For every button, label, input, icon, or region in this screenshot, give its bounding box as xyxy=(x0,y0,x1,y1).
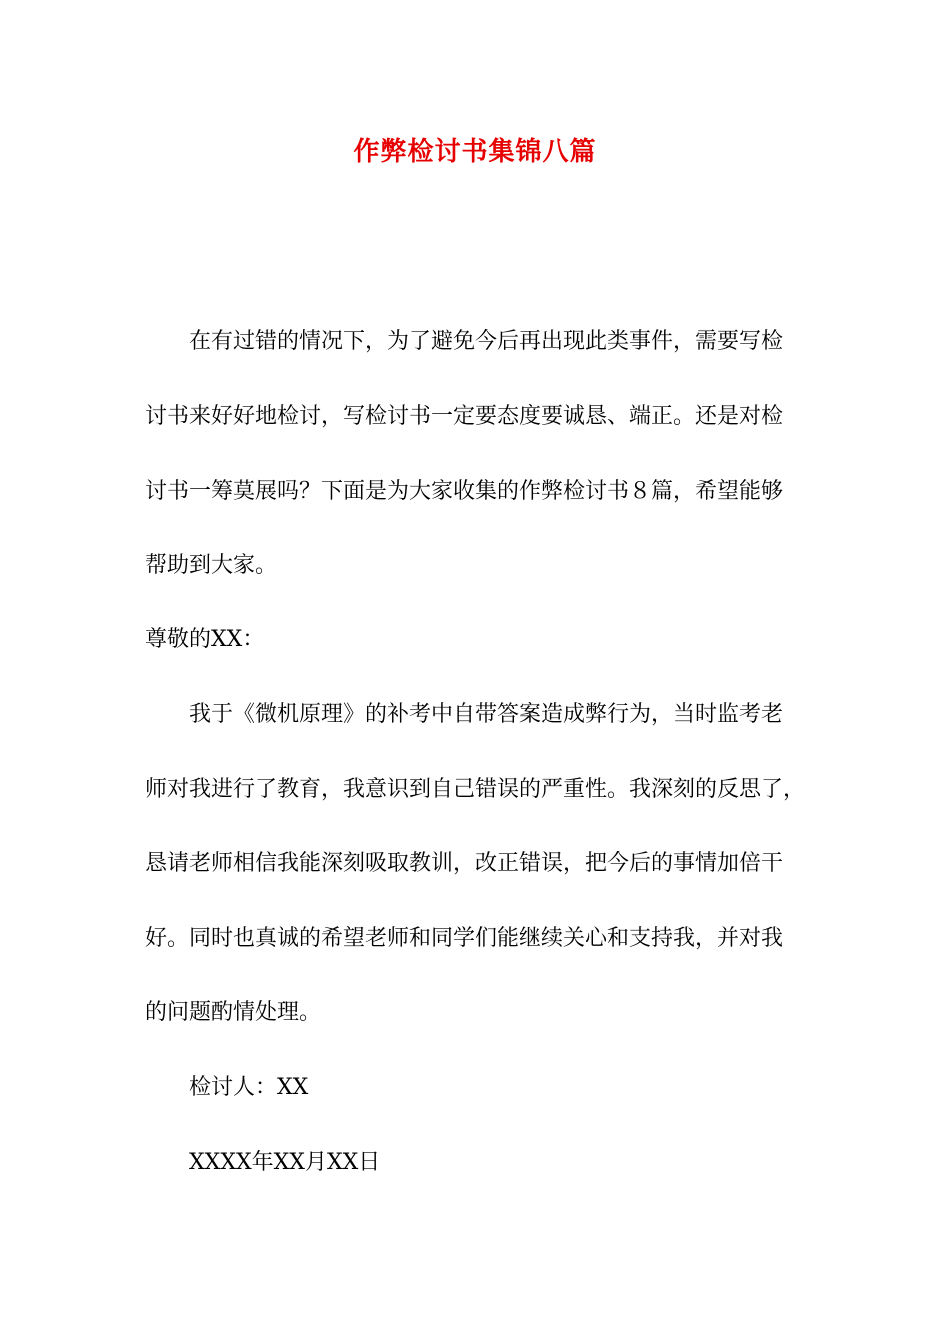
body-line-3: 恳请老师相信我能深刻吸取教训，改正错误，把今后的事情加倍干 xyxy=(145,851,784,876)
signature: 检讨人：XX xyxy=(189,1075,309,1100)
body-line-4: 好。同时也真诚的希望老师和同学们能继续关心和支持我，并对我 xyxy=(145,926,784,951)
intro-line-2: 讨书来好好地检讨，写检讨书一定要态度要诚恳、端正。还是对检 xyxy=(145,404,784,429)
date: XXXX年XX月XX日 xyxy=(189,1150,381,1175)
document-title: 作弊检讨书集锦八篇 xyxy=(353,137,597,167)
body-line-2: 师对我进行了教育，我意识到自己错误的严重性。我深刻的反思了， xyxy=(145,777,806,802)
intro-line-3: 讨书一筹莫展吗？下面是为大家收集的作弊检讨书８篇，希望能够 xyxy=(145,479,784,504)
intro-line-4: 帮助到大家。 xyxy=(145,553,278,578)
body-line-1: 我于《微机原理》的补考中自带答案造成弊行为，当时监考老 xyxy=(189,702,784,727)
body-line-5: 的问题酌情处理。 xyxy=(145,1000,322,1025)
intro-line-1: 在有过错的情况下，为了避免今后再出现此类事件，需要写检 xyxy=(189,329,784,354)
salutation: 尊敬的XX： xyxy=(145,627,265,652)
